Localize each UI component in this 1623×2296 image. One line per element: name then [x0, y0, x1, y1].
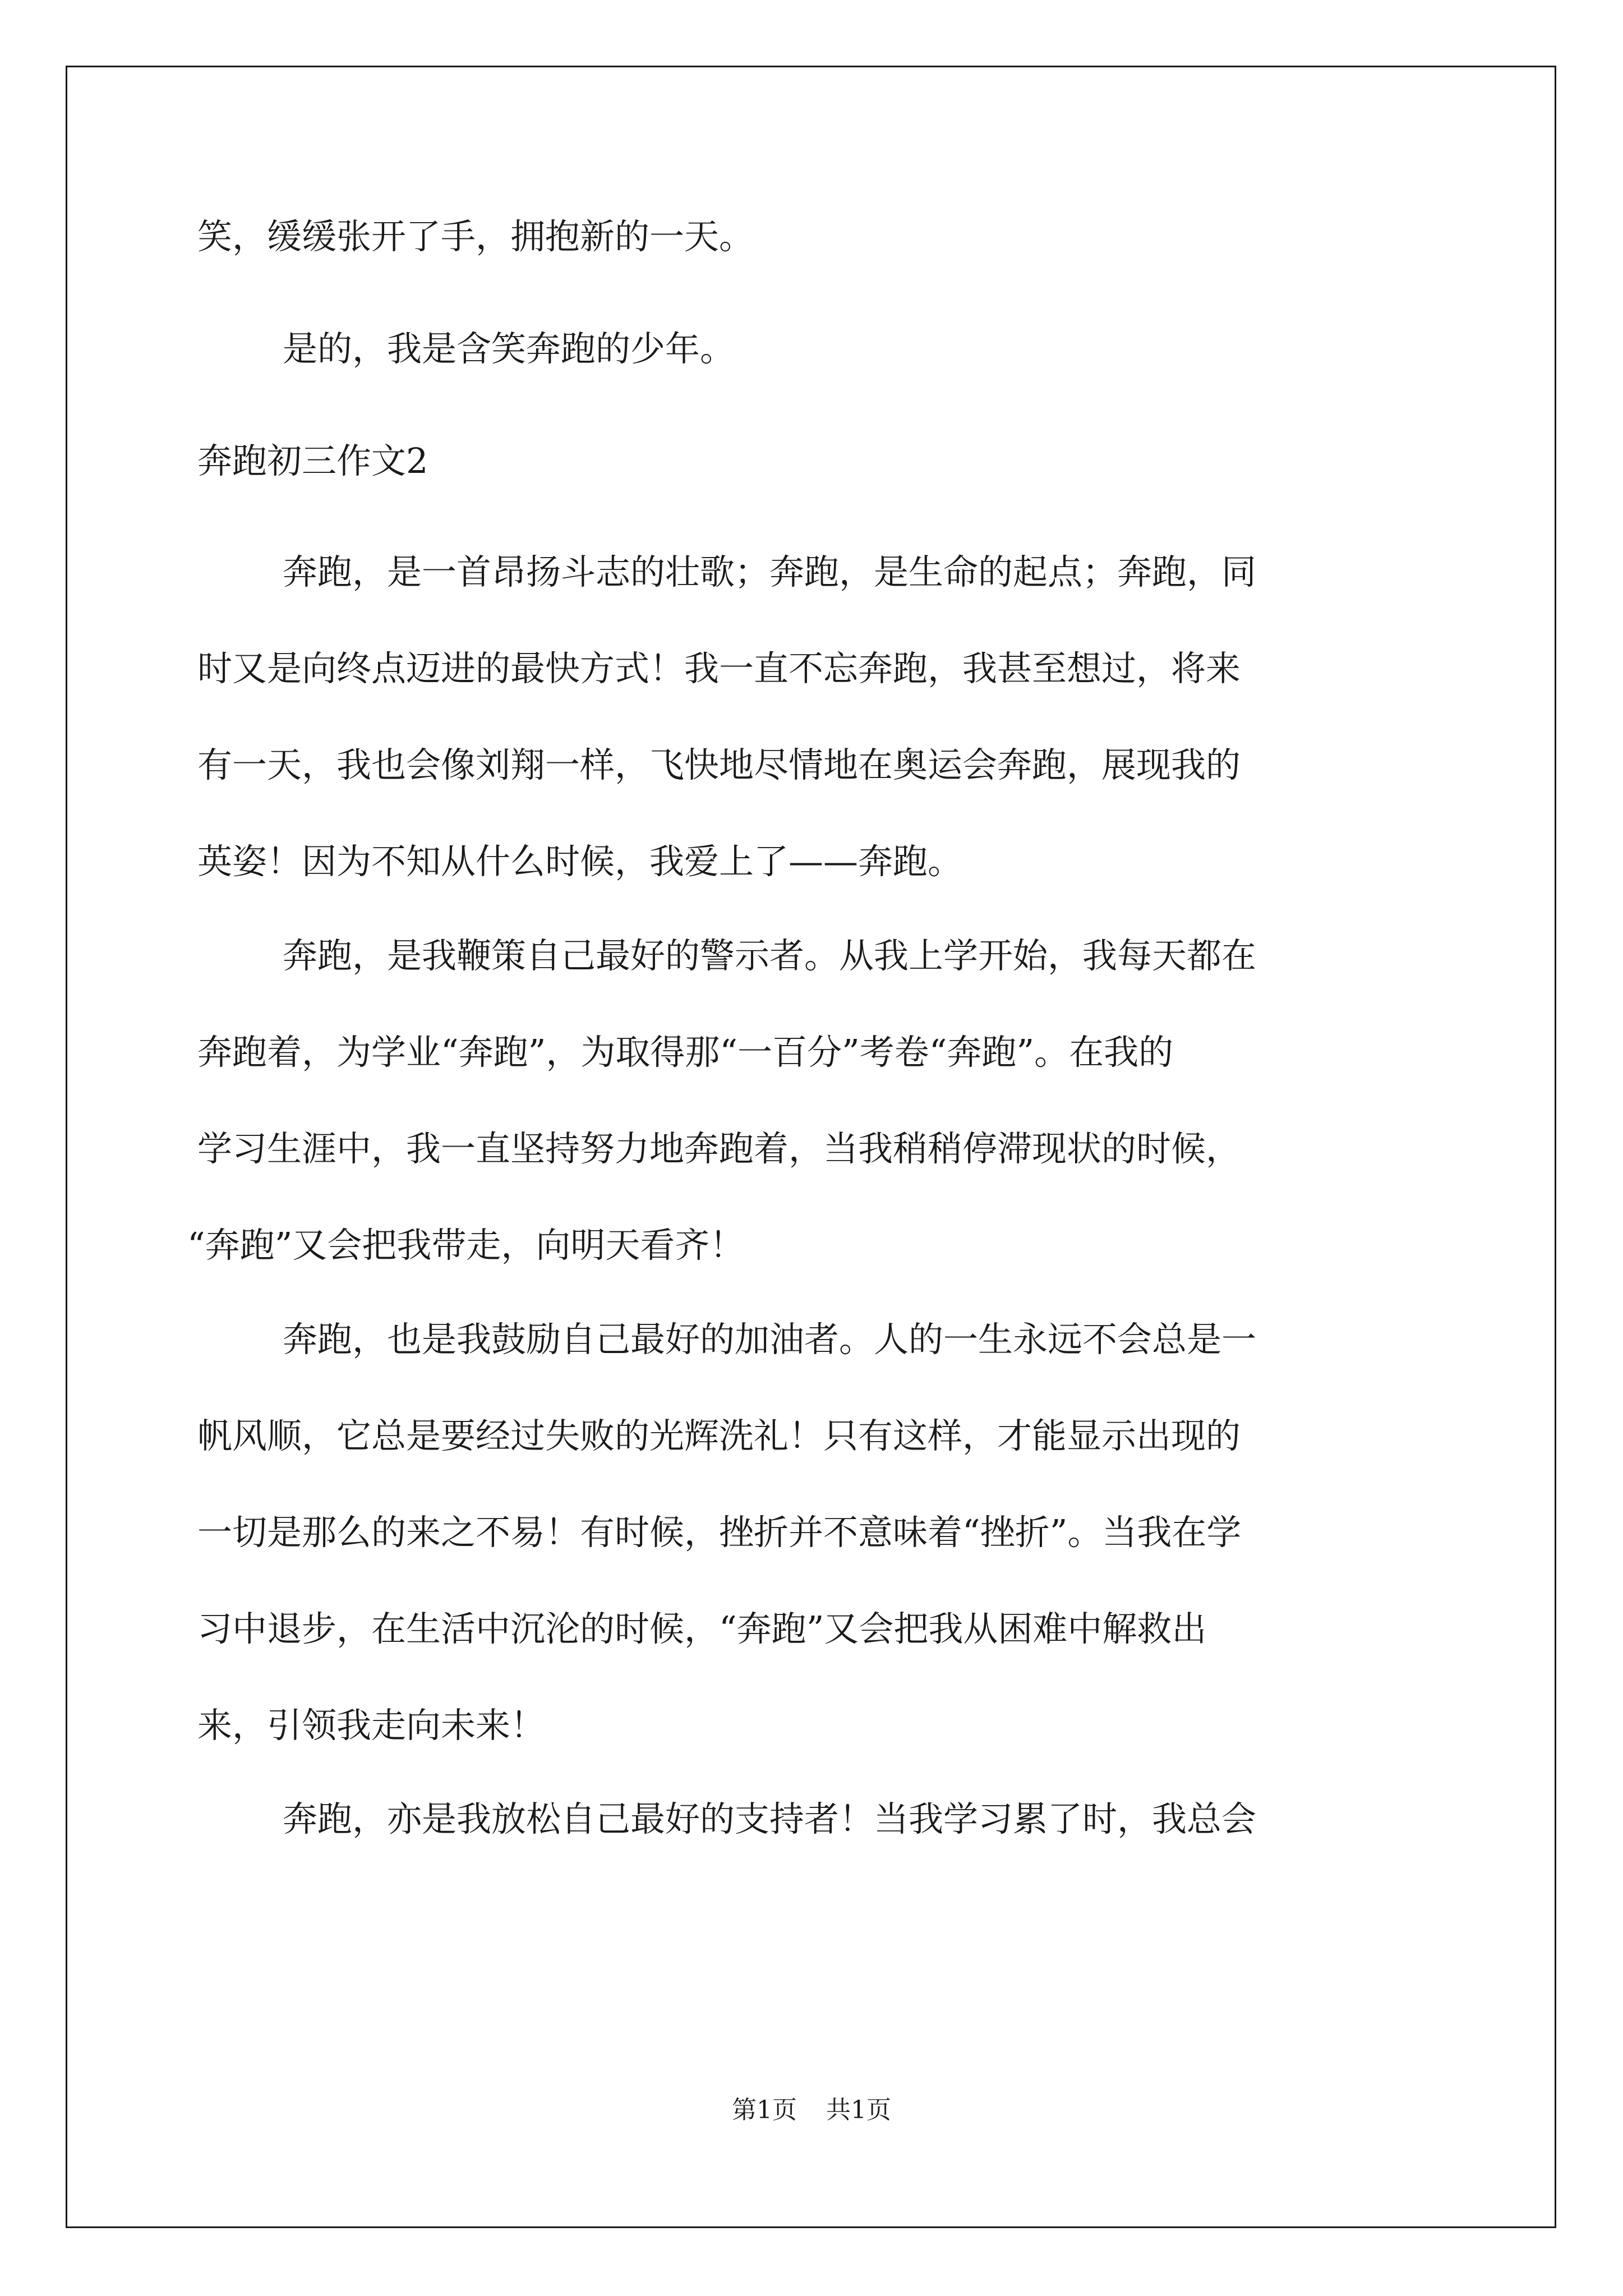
text-line: 习中退步，在生活中沉沦的时候，“奔跑”又会把我从困难中解救出 [197, 1608, 1207, 1649]
text-line: 来，引领我走向未来！ [197, 1705, 546, 1746]
text-line: 是的，我是含笑奔跑的少年。 [283, 328, 735, 369]
text-line: 英姿！因为不知从什么时候，我爱上了——奔跑。 [197, 841, 963, 882]
page-number: 第1页 [732, 2096, 797, 2124]
text-line: 奔跑着，为学业“奔跑”，为取得那“一百分”考卷“奔跑”。在我的 [197, 1032, 1174, 1073]
paragraph [197, 550, 1426, 884]
text-line: 学习生涯中，我一直坚持努力地奔跑着，当我稍稍停滞现状的时候， [197, 1128, 1241, 1169]
paragraph [197, 326, 1426, 371]
text-line: 奔跑，亦是我放松自己最好的支持者！当我学习累了时，我总会 [283, 1798, 1257, 1839]
text-line: “奔跑”又会把我带走，向明天看齐！ [187, 1225, 745, 1266]
paragraph [197, 1317, 1426, 1748]
text-line: 笑，缓缓张开了手，拥抱新的一天。 [197, 216, 754, 257]
section-heading [197, 439, 1426, 484]
paragraph [187, 933, 1426, 1268]
paragraph [197, 1797, 1426, 1842]
paragraph [197, 214, 1426, 259]
text-line: 奔跑，也是我鼓励自己最好的加油者。人的一生永远不会总是一 [283, 1319, 1257, 1360]
text-line: 时又是向终点迈进的最快方式！我一直不忘奔跑，我甚至想过，将来 [197, 648, 1241, 689]
text-line: 一切是那么的来之不易！有时候，挫折并不意味着“挫折”。当我在学 [197, 1512, 1242, 1553]
text-line: 奔跑，是我鞭策自己最好的警示者。从我上学开始，我每天都在 [283, 935, 1257, 976]
text-line: 奔跑，是一首昂扬斗志的壮歌；奔跑，是生命的起点；奔跑，同 [283, 551, 1257, 592]
page-footer [0, 2093, 1623, 2127]
text-line: 有一天，我也会像刘翔一样，飞快地尽情地在奥运会奔跑，展现我的 [197, 744, 1241, 785]
page-total: 共1页 [826, 2096, 891, 2124]
text-line: 帆风顺，它总是要经过失败的光辉洗礼！只有这样，才能显示出现的 [197, 1415, 1241, 1456]
heading-text: 奔跑初三作文2 [197, 440, 428, 481]
